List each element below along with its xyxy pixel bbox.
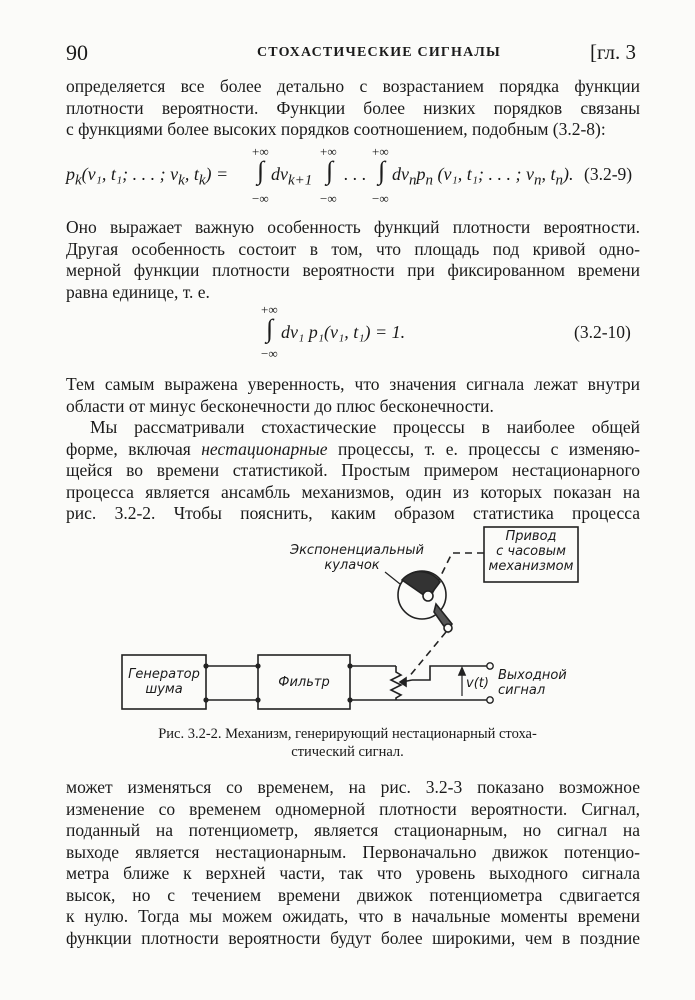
cam-axle [423,591,433,601]
integral-upper-limit: +∞ [372,144,389,159]
integral-lower-limit: −∞ [252,191,269,206]
text-line: Другая особенность состоит в том, что площадь под кривой одно- [66,238,640,259]
chapter-marker: [гл. 3 [590,40,637,64]
integral-lower-limit: −∞ [372,191,389,206]
figure-caption: Рис. 3.2-2. Механизм, генерирующий нестационарный стоха- стический сигнал. [158,726,537,760]
eq-body: dv₁ p₁(v₁, t₁) = 1. [281,322,406,342]
potentiometer [391,666,401,700]
text-line: области от минус бесконечности до плюс бесконечности. [66,395,494,416]
text-line: равна единице, т. е. [66,281,210,302]
emphasis-term: нестационарные [201,438,328,459]
follower-roller [444,624,452,632]
text-line: функции плотности вероятности будут более широкими, чем в поздние [66,927,640,948]
text-line: Тем самым выражена уверенность, что значения сигнала лежат внутри [66,374,640,394]
equation-number: (3.2-10) [574,322,631,342]
integral-lower-limit: −∞ [261,346,278,361]
text-line: поданный на потенциометр, является стационарным, но сигнал на [66,820,640,840]
integral-upper-limit: +∞ [261,302,278,317]
paragraph-5 [66,777,640,949]
vt-label: v(t) [466,676,489,691]
terminal-dot [347,697,352,702]
integral-upper-limit: +∞ [252,144,269,159]
integral-upper-limit: +∞ [320,144,337,159]
text-line: щейся во времени статистикой. Простым примером нестационарного [66,460,640,480]
drive-label: Привод с часовым механизмом [488,529,574,574]
output-terminal [487,697,493,703]
text-line: Оно выражает важную особенность функций плотности вероятности. [66,217,640,237]
equation-number: (3.2-9) [584,164,633,184]
integral-dots: . . . [344,164,367,184]
integral-sign: ∫ [326,156,334,185]
terminal-dot [255,697,260,702]
text-line: рис. 3.2-2. Чтобы пояснить, каким образом статистика процесса [66,503,640,523]
noise-generator-label: Генератор шума [128,667,200,697]
integral-sign: ∫ [257,156,265,185]
text-line: плотности вероятности. Функции более низких порядков связаны [66,97,640,118]
integral-differential: $dv_{k+1}$ [271,164,313,189]
text-line: Мы рассматривали стохастические процессы в наиболее общей [90,417,640,437]
terminal-dot [203,697,208,702]
text-line: изменение со временем одномерной плотности вероятности. Сигнал, [66,798,640,819]
output-signal-label: Выходной сигнал [498,668,567,698]
eq-rhs: $dv_np_n$ (v₁, t₁; . . . ; $v_n$, $t_n$). [392,164,574,189]
cam-shaded-segment [402,572,440,598]
integral-sign: ∫ [266,314,274,343]
integral-lower-limit: −∞ [320,191,337,206]
cam-label: Экспоненциальный кулачок [290,543,424,573]
text-line: с функциями более высоких порядков соотношением, подобным (3.2-8): [66,119,606,139]
integral-sign: ∫ [378,156,386,185]
text-line: выходе является нестационарным. Первоначально движок потенцио- [66,841,640,862]
page-number: 90 [66,40,88,65]
output-terminal [487,663,493,669]
text-line: высок, но с течением времени движок потенциометра сдвигается [66,884,640,905]
terminal-dot [347,663,352,668]
text-line: процесса является ансамбль механизмов, один из которых показан на [66,481,640,502]
text-line: к нулю. Тогда мы можем ожидать, что в начальные моменты времени [66,906,640,926]
eq-lhs: $p_k(v_1$, t₁; . . . ; $v_k$, $t_k$) = [66,164,229,189]
text-line: форме, включая нестационарные процессы, т. е. процессы с изменяю- [66,438,640,459]
text-line: определяется все более детально с возрастанием порядка функции [66,76,640,96]
filter-label: Фильтр [278,675,330,690]
vt-arrowhead [459,668,465,675]
text-line: метра ближе к верхней части, так что уровень выходного сигнала [66,863,640,883]
wiper-link-dashed [408,632,446,678]
cam-label-leader [385,572,400,584]
running-title: СТОХАСТИЧЕСКИЕ СИГНАЛЫ [257,45,502,60]
drive-link-dashed [430,553,484,598]
terminal-dot [255,663,260,668]
text-line: мерной функции плотности вероятности при фиксированном времени [66,260,640,280]
text-line: может изменяться со временем, на рис. 3.2-3 показано возможное [66,777,640,797]
